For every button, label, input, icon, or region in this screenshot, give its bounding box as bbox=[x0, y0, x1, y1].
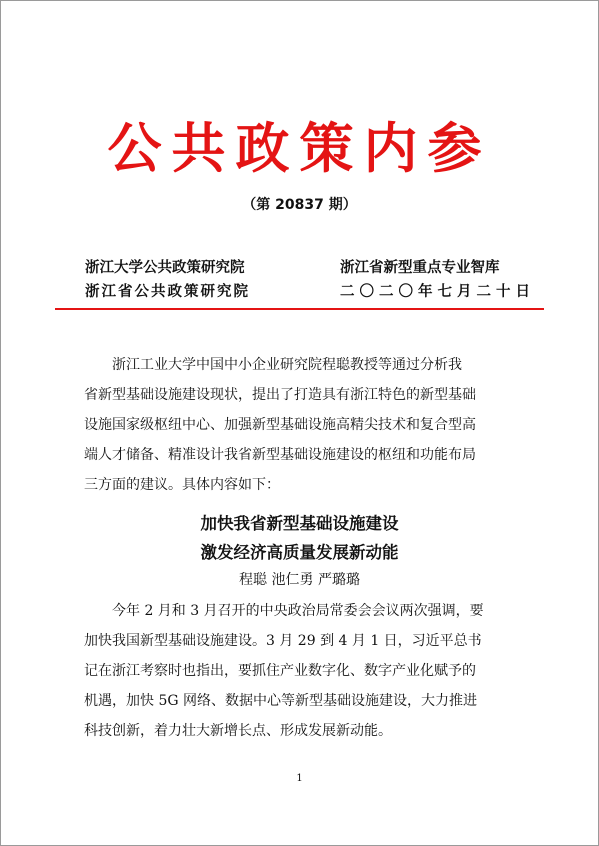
article-title-line-1: 加快我省新型基础设施建设 bbox=[200, 514, 399, 533]
issue-number: （第 20837 期） bbox=[242, 197, 357, 213]
intro-line: 三方面的建议。具体内容如下： bbox=[84, 477, 280, 493]
think-tank-name: 浙江省新型重点专业智库 bbox=[340, 260, 500, 276]
think-tank-block bbox=[340, 256, 535, 304]
masthead-title: 公共政策内参 bbox=[107, 116, 492, 180]
intro-line: 省新型基础设施建设现状，提出了打造具有浙江特色的新型基础 bbox=[84, 387, 476, 403]
article-authors: 程聪 池仁勇 严璐璐 bbox=[239, 572, 360, 588]
publisher-block bbox=[85, 256, 250, 304]
issue-date: 二〇二〇年七月二十日 bbox=[340, 284, 535, 300]
body-line: 加快我国新型基础设施建设。3 月 29 到 4 月 1 日，习近平总书 bbox=[84, 633, 482, 649]
intro-line: 浙江工业大学中国中小企业研究院程聪教授等通过分析我 bbox=[112, 357, 462, 373]
header-divider bbox=[55, 308, 544, 310]
institute-name: 浙江大学公共政策研究院 bbox=[85, 260, 245, 276]
page-number: 1 bbox=[296, 773, 303, 784]
intro-line: 端人才储备、精准设计我省新型基础设施建设的枢纽和功能布局 bbox=[84, 447, 476, 463]
body-paragraph bbox=[84, 596, 522, 746]
article-title-line-2: 激发经济高质量发展新动能 bbox=[200, 543, 399, 562]
provincial-institute-name: 浙江省公共政策研究院 bbox=[85, 284, 250, 300]
body-line: 机遇，加快 5G 网络、数据中心等新型基础设施建设，大力推进 bbox=[84, 693, 477, 709]
intro-paragraph bbox=[84, 350, 522, 500]
intro-line: 设施国家级枢纽中心、加强新型基础设施高精尖技术和复合型高 bbox=[84, 417, 476, 433]
body-line: 记在浙江考察时也指出，要抓住产业数字化、数字产业化赋予的 bbox=[84, 663, 476, 679]
body-line: 科技创新，着力壮大新增长点、形成发展新动能。 bbox=[84, 723, 392, 739]
body-line: 今年 2 月和 3 月召开的中央政治局常委会会议两次强调，要 bbox=[112, 603, 484, 619]
